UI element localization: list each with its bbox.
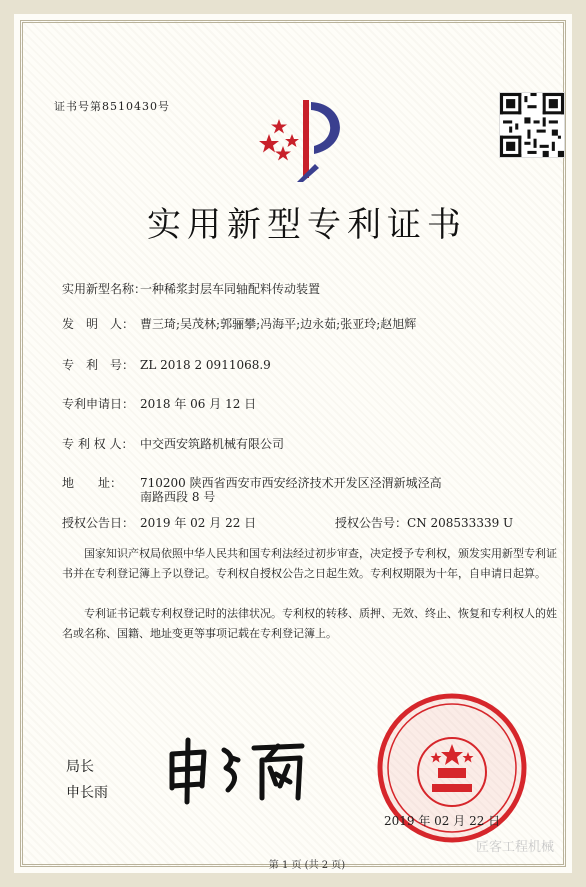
- inventors: 曹三琦;吴茂林;郭骊攀;冯海平;边永茹;张亚玲;赵旭辉: [140, 317, 417, 331]
- signatory-title: 局长: [66, 759, 94, 775]
- utility-model-name: 一种稀浆封层车同轴配料传动装置: [140, 282, 321, 296]
- application-date: 2018 年 06 月 12 日: [140, 397, 257, 411]
- patentee-row: [62, 435, 284, 452]
- field-label: 地 址：: [62, 476, 123, 490]
- statement-paragraph-2: 专利证书记载专利权登记时的法律状况。专利权的转移、质押、无效、终止、恢复和专利权人的姓名或名称、国籍、地址变更等事项记载在专利登记簿上。: [62, 607, 557, 640]
- grant-announcement-date-row: [62, 514, 256, 531]
- cnipa-logo-icon: [259, 94, 354, 184]
- utility-model-name-row: [62, 280, 320, 297]
- application-date-row: [62, 395, 256, 412]
- field-label: 专利申请日：: [62, 397, 135, 411]
- handwritten-signature: [162, 736, 312, 806]
- field-label: 授权公告日：: [62, 516, 135, 530]
- field-label: 专 利 号：: [62, 358, 135, 372]
- signatory-name: 申长雨: [66, 785, 108, 801]
- patentee: 中交西安筑路机械有限公司: [140, 437, 285, 451]
- qr-code-icon: [499, 92, 565, 158]
- patent-number-row: [62, 356, 271, 373]
- field-label: 专 利 权 人：: [62, 437, 134, 451]
- certificate-number: 证书号第8510430号: [54, 100, 170, 113]
- field-label: 授权公告号：: [335, 516, 408, 530]
- announcement-number-row: [335, 514, 513, 531]
- grant-announcement-date: 2019 年 02 月 22 日: [140, 516, 257, 530]
- address-row: [62, 474, 442, 491]
- seal-date: 2019 年 02 月 22 日: [384, 814, 501, 828]
- statement-paragraph-1: 国家知识产权局依照中华人民共和国专利法经过初步审查，决定授予专利权，颁发实用新型专利证书并在专利登记簿上予以登记。专利权自授权公告之日起生效。专利权期限为十年，自申请日起算。: [62, 547, 557, 580]
- page-title: 实用新型专利证书: [147, 205, 467, 245]
- page-number: 第 1 页 (共 2 页): [268, 860, 346, 871]
- field-label: 发 明 人：: [62, 317, 135, 331]
- watermark: 匠客工程机械: [475, 840, 554, 855]
- announcement-number: CN 208533339 U: [407, 516, 514, 530]
- inventors-row: [62, 315, 416, 332]
- address: 710200 陕西省西安市西安经济技术开发区泾渭新城泾高: [140, 476, 442, 490]
- patent-number: ZL 2018 2 0911068.9: [140, 358, 271, 372]
- field-label: 实用新型名称：: [62, 282, 147, 296]
- address-line-2: 南路西段 8 号: [140, 490, 216, 504]
